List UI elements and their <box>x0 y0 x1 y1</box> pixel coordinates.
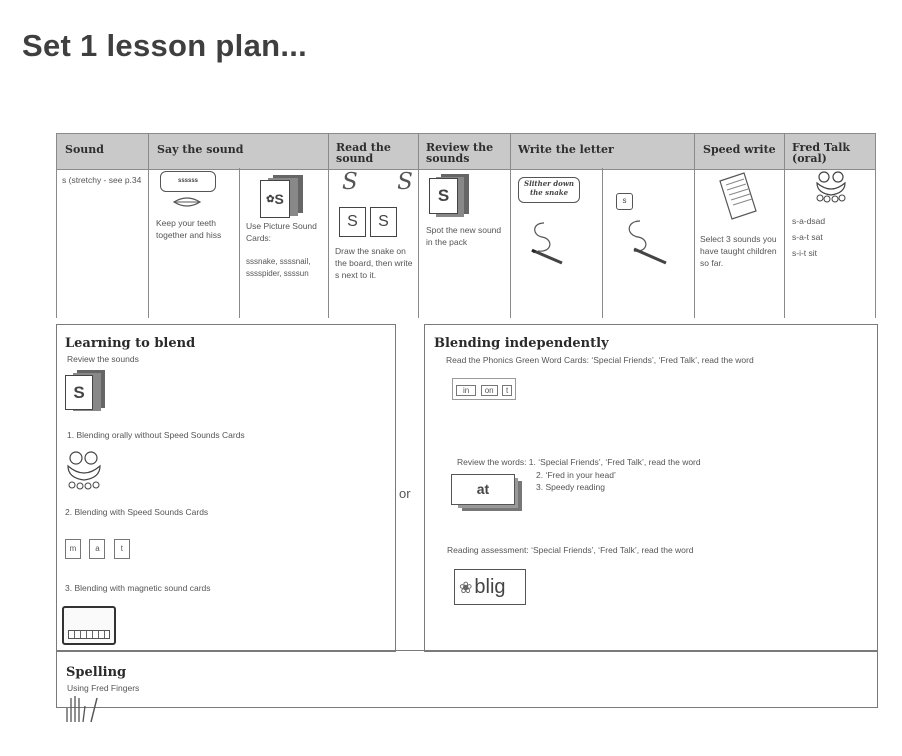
learning-step-1: 1. Blending orally without Speed Sounds Cards <box>67 430 245 440</box>
learning-step-2: 2. Blending with Speed Sounds Cards <box>65 507 209 517</box>
word-card-at: at <box>451 474 515 505</box>
independent-read-text: Read the Phonics Green Word Cards: ‘Special Friends’, ‘Fred Talk’, read the word <box>446 355 754 365</box>
fred-fingers-icon <box>63 694 99 724</box>
fred-word-1: s-a-dsad <box>792 216 826 226</box>
sound-cell: s (stretchy - see p.34 <box>62 175 142 185</box>
review-sounds-text: Spot the new sound in the pack <box>426 225 502 247</box>
notepad-icon <box>714 171 760 223</box>
independent-title: Blending independently <box>434 336 609 351</box>
spelling-box <box>56 650 878 708</box>
learning-step-3: 3. Blending with magnetic sound cards <box>65 583 211 593</box>
review-words-3: 3. Speedy reading <box>536 482 605 492</box>
snake-pencil-icon <box>526 219 566 265</box>
spelling-subtitle: Using Fred Fingers <box>67 683 140 693</box>
picture-sound-card: ✿ S <box>260 180 290 218</box>
snake-pencil-icon-2 <box>620 217 670 265</box>
header-review-sounds: Review the sounds <box>426 141 494 165</box>
header-speed-write: Speed write <box>703 143 776 156</box>
fred-frog-icon-2 <box>64 448 104 490</box>
review-words-2: 2. ‘Fred in your head’ <box>536 470 616 480</box>
green-card-t: t <box>502 385 512 396</box>
magnetic-board-icon <box>62 606 116 645</box>
say-sound-text: Keep your teeth together and hiss <box>156 218 222 240</box>
alien-icon: ❀ <box>459 580 473 597</box>
learning-to-blend-box <box>56 324 396 652</box>
picture-cards-words: sssnake, ssssnail, sssspider, ssssun <box>246 257 311 278</box>
card-t: t <box>114 539 130 559</box>
green-word-cards <box>452 378 516 400</box>
speech-bubble: ssssss <box>160 171 216 192</box>
header-fred-talk: Fred Talk (oral) <box>792 141 850 165</box>
header-write-letter: Write the letter <box>518 143 614 156</box>
lips-icon <box>172 195 202 209</box>
header-say-sound: Say the sound <box>157 143 244 156</box>
lesson-plan-table <box>56 133 876 318</box>
card-m: m <box>65 539 81 559</box>
fred-frog-icon <box>813 169 849 203</box>
green-card-in: in <box>456 385 476 396</box>
learning-review: Review the sounds <box>67 354 139 364</box>
review-sound-card: S <box>429 178 458 214</box>
header-read-sound: Read the sound <box>336 141 391 165</box>
read-card-s2: S <box>370 207 397 237</box>
review-words-text: Review the words: 1. ‘Special Friends’, ‘Fred Talk’, read the word <box>457 457 701 467</box>
read-sound-text: Draw the snake on the board, then write s next to it. <box>335 246 413 280</box>
write-card: s <box>616 193 633 210</box>
green-card-on: on <box>481 385 498 396</box>
fred-word-2: s-a-t sat <box>792 232 823 242</box>
assessment-text: Reading assessment: ‘Special Friends’, ‘Fred Talk’, read the word <box>447 545 694 555</box>
learning-title: Learning to blend <box>65 336 196 351</box>
read-script-letters: S S <box>342 169 429 195</box>
alien-word-card: ❀ blig <box>454 569 526 605</box>
read-card-s1: S <box>339 207 366 237</box>
picture-cards-text: Use Picture Sound Cards: <box>246 221 317 243</box>
page-title: Set 1 lesson plan... <box>22 28 308 63</box>
spelling-title: Spelling <box>66 665 127 680</box>
learning-sound-card: S <box>65 375 93 410</box>
fred-word-3: s-i-t sit <box>792 248 818 258</box>
header-sound: Sound <box>65 143 104 156</box>
mat-cards <box>65 538 130 559</box>
speed-write-text: Select 3 sounds you have taught children so far. <box>700 234 777 268</box>
or-label: or <box>399 486 411 501</box>
card-a: a <box>89 539 105 559</box>
write-bubble: Slither down the snake <box>518 177 580 203</box>
